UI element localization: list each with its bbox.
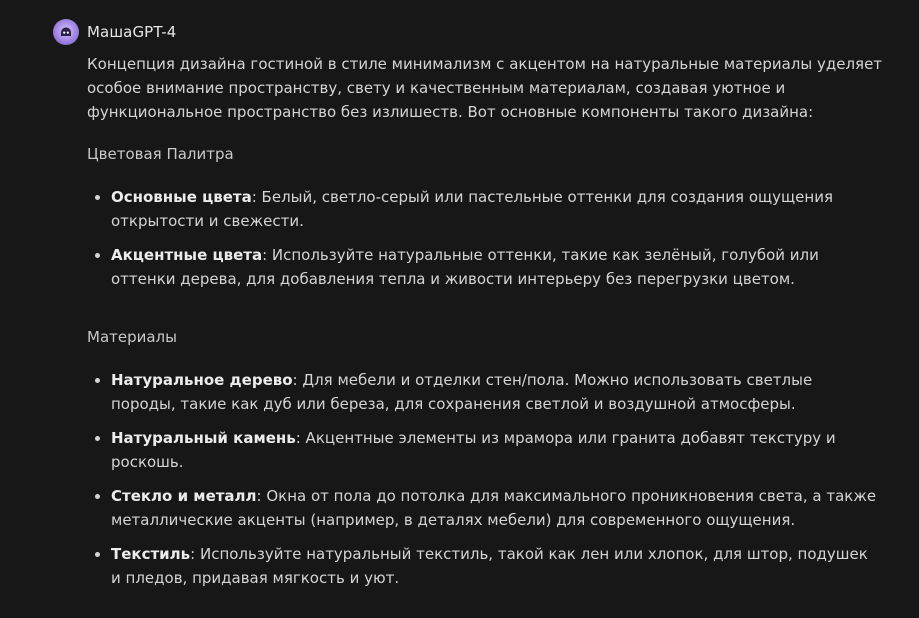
item-text: : Акцентные элементы из мрамора или гранита добавят текстуру и роскошь.: [111, 429, 836, 471]
item-text: : Используйте натуральные оттенки, такие как зелёный, голубой или оттенки дерева, для добавления тепла и живости интерьеру без перегрузки цветом.: [111, 246, 819, 288]
bullet-icon: [95, 552, 100, 557]
item-text: : Белый, светло-серый или пастельные оттенки для создания ощущения открытости и свежести.: [111, 188, 833, 230]
bullet-icon: [95, 494, 100, 499]
list-item: [111, 426, 887, 474]
color-palette-list: [87, 185, 887, 291]
section-heading-materials: Материалы: [87, 328, 177, 346]
item-term: Акцентные цвета: [111, 246, 263, 264]
message-content: [87, 52, 887, 600]
item-term: Стекло и металл: [111, 487, 257, 505]
section-heading-color-palette: Цветовая Палитра: [87, 145, 234, 163]
bullet-icon: [95, 195, 100, 200]
list-item: [111, 185, 887, 233]
item-term: Основные цвета: [111, 188, 252, 206]
author-name: МашаGPT-4: [87, 23, 177, 41]
bullet-icon: [95, 253, 100, 258]
robot-face-icon: [58, 24, 74, 40]
bullet-icon: [95, 378, 100, 383]
list-item: [111, 368, 887, 416]
assistant-avatar: [53, 19, 79, 45]
item-text: : Для мебели и отделки стен/пола. Можно использовать светлые породы, такие как дуб или береза, для сохранения светлой и воздушной атмосферы.: [111, 371, 813, 413]
item-term: Натуральное дерево: [111, 371, 293, 389]
intro-paragraph: Концепция дизайна гостиной в стиле минимализм с акцентом на натуральные материалы уделяет особое внимание пространству, свету и качественным материалам, создавая уютное и функциональное пространство без излишеств. Вот основные компоненты такого дизайна:: [87, 55, 883, 121]
list-item: [111, 542, 887, 590]
message-author: [53, 17, 176, 47]
item-term: Натуральный камень: [111, 429, 296, 447]
bullet-icon: [95, 436, 100, 441]
item-term: Текстиль: [111, 545, 191, 563]
materials-list: [87, 368, 887, 590]
item-text: : Используйте натуральный текстиль, такой как лен или хлопок, для штор, подушек и пледов, придавая мягкость и уют.: [111, 545, 868, 587]
item-text: : Окна от пола до потолка для максимального проникновения света, а также металлические акценты (например, в деталях мебели) для современного ощущения.: [111, 487, 877, 529]
list-item: [111, 484, 887, 532]
list-item: [111, 243, 887, 291]
